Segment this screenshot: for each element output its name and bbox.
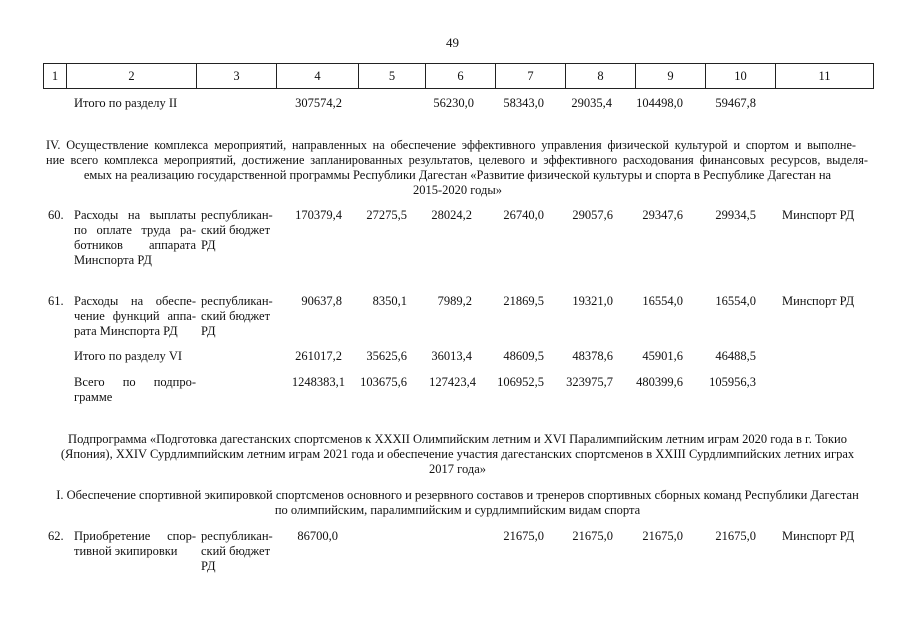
value-cell: 46488,5 [715,349,756,363]
source-line: республикан- [201,529,273,543]
source-line: ский бюджет [201,309,271,323]
row-name-line: Приобретение спор- [74,529,196,543]
row-name-line: ботников аппарата [74,238,196,252]
source-line: республикан- [201,208,273,222]
column-header: 4 [277,64,359,88]
row-name-line: по оплате труда ра- [74,223,196,237]
executor-cell: Минспорт РД [782,208,855,222]
heading-line: Подпрограмма «Подготовка дагестанских спортсменов к XXXII Олимпийским летним и XVI Паралимпийским летним играм 2020 года в г. Токио [68,432,847,446]
value-cell: 16554,0 [642,294,683,308]
value-cell: 105956,3 [709,375,756,389]
value-cell: 48378,6 [572,349,613,363]
heading-line: емых на реализацию государственной программы Республики Дагестан «Развитие физической культуры и спорта в Республике Дагестан на [83,168,832,182]
column-header: 11 [776,64,874,88]
value-cell: 56230,0 [433,96,474,110]
column-header: 1 [44,64,67,88]
value-cell: 21869,5 [503,294,544,308]
heading-line: I. Обеспечение спортивной экипировкой спортсменов основного и резервного составов и тренеров спортивных сборных команд Республики Дагестан [56,488,859,502]
value-cell: 59467,8 [715,96,756,110]
value-cell: 58343,0 [503,96,544,110]
value-cell: 35625,6 [366,349,407,363]
row-name-line: Расходы на обеспе- [74,294,196,308]
source-line: ский бюджет [201,544,271,558]
value-cell: 28024,2 [431,208,472,222]
source-line: ский бюджет [201,223,271,237]
value-cell: 29934,5 [715,208,756,222]
column-header: 10 [706,64,776,88]
value-cell: 45901,6 [642,349,683,363]
value-cell: 21675,0 [572,529,613,543]
page-number: 49 [446,35,459,50]
value-cell: 26740,0 [503,208,544,222]
value-cell: 323975,7 [566,375,613,389]
value-cell: 48609,5 [503,349,544,363]
heading-line: 2017 года» [429,462,486,476]
value-cell: 29057,6 [572,208,613,222]
heading-line: ние всего комплекса мероприятий, достижение запланированных результатов, целевого и эффективного расходования финансовых ресурсов, выделя- [46,153,868,167]
value-cell: 104498,0 [636,96,683,110]
value-cell: 21675,0 [642,529,683,543]
source-line: РД [201,324,216,338]
row-name-line: чение функций аппа- [74,309,196,323]
column-header: 6 [426,64,496,88]
value-cell: 103675,6 [360,375,407,389]
heading-line: IV. Осуществление комплекса мероприятий, направленных на обеспечение эффективного управления физической культурой и спортом и выполне- [46,138,856,152]
value-cell: 261017,2 [295,349,342,363]
value-cell: 480399,6 [636,375,683,389]
source-line: республикан- [201,294,273,308]
row-number: 60. [48,208,64,222]
source-line: РД [201,238,216,252]
column-header: 3 [197,64,277,88]
executor-cell: Минспорт РД [782,294,855,308]
column-header: 7 [496,64,566,88]
value-cell: 21675,0 [715,529,756,543]
source-line: РД [201,559,216,573]
column-header: 9 [636,64,706,88]
value-cell: 29347,6 [642,208,683,222]
value-cell: 307574,2 [295,96,342,110]
value-cell: 8350,1 [372,294,407,308]
value-cell: 1248383,1 [291,375,345,389]
row-number: 62. [48,529,64,543]
row-name-line: Расходы на выплаты [74,208,196,222]
heading-line: 2015-2020 годы» [412,183,502,197]
heading-line: (Япония), XXIV Сурдлимпийским летним играм 2021 года и обеспечение участия дагестанских спортсменов в XXIII Сурдлимпийских летних играх [60,447,855,461]
value-cell: 7989,2 [437,294,472,308]
value-cell: 19321,0 [572,294,613,308]
row-name-line: Минспорта РД [74,253,152,267]
total-subprogram-label: Всего по подпро- [74,375,196,389]
column-header: 8 [566,64,636,88]
row-name-line: рата Минспорта РД [74,324,178,338]
value-cell: 90637,8 [301,294,342,308]
column-header: 2 [67,64,197,88]
value-cell: 29035,4 [571,96,612,110]
row-number: 61. [48,294,64,308]
value-cell: 170379,4 [295,208,342,222]
row-name-line: тивной экипировки [74,544,178,558]
value-cell: 106952,5 [497,375,544,389]
column-header: 5 [359,64,426,88]
total-section-2-label: Итого по разделу II [74,96,178,110]
total-section-6-label: Итого по разделу VI [74,349,183,363]
value-cell: 21675,0 [503,529,544,543]
column-header-row [43,63,874,89]
heading-line: по олимпийским, паралимпийским и сурдлимпийским видам спорта [274,503,641,517]
executor-cell: Минспорт РД [782,529,855,543]
value-cell: 86700,0 [297,529,338,543]
value-cell: 16554,0 [715,294,756,308]
total-subprogram-label: грамме [74,390,113,404]
value-cell: 127423,4 [429,375,476,389]
value-cell: 27275,5 [366,208,407,222]
value-cell: 36013,4 [431,349,472,363]
